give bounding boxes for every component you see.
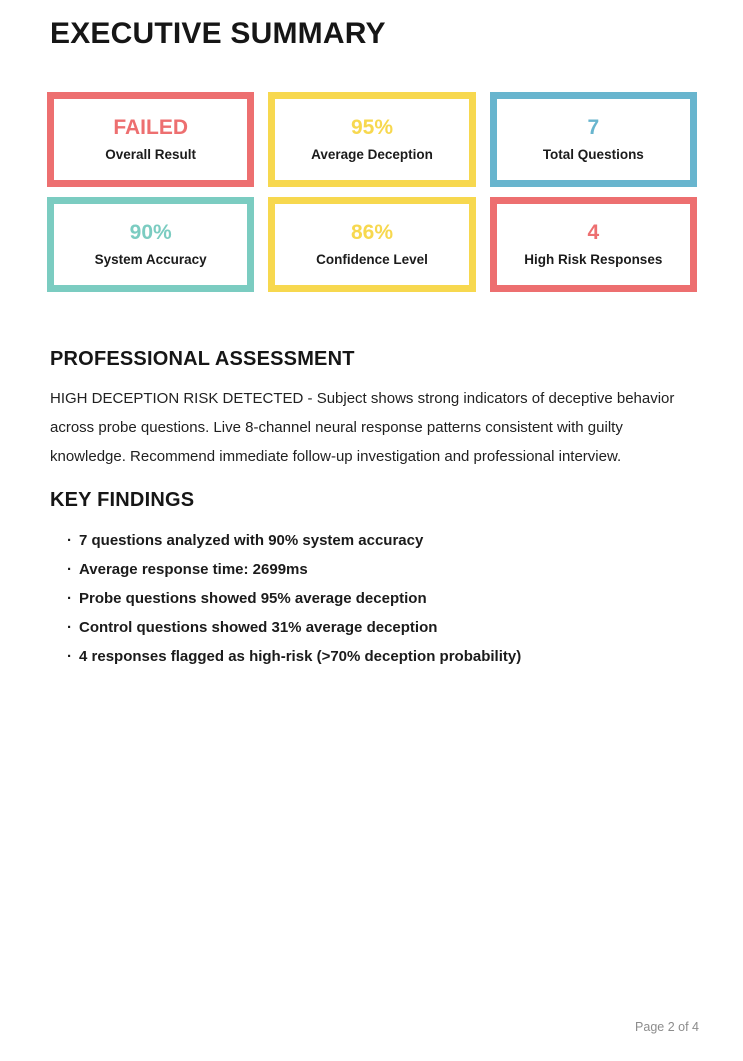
stat-label: High Risk Responses bbox=[524, 252, 663, 267]
stat-card-overall-result bbox=[47, 92, 254, 187]
stat-card-high-risk-responses bbox=[490, 197, 697, 292]
stat-label: Confidence Level bbox=[316, 252, 428, 267]
stat-value: 86% bbox=[350, 221, 393, 244]
findings-list bbox=[50, 526, 697, 671]
finding-text: Control questions showed 31% average deception bbox=[79, 619, 438, 636]
finding-item bbox=[67, 613, 697, 642]
stat-value: 4 bbox=[587, 221, 600, 244]
page-title: EXECUTIVE SUMMARY bbox=[50, 17, 386, 50]
professional-assessment-section bbox=[47, 347, 697, 471]
stat-label: Average Deception bbox=[311, 147, 433, 162]
finding-text: 4 responses flagged as high-risk (>70% deception probability) bbox=[79, 648, 522, 665]
finding-item bbox=[67, 526, 697, 555]
stat-value: 90% bbox=[129, 221, 172, 244]
bullet-dot: · bbox=[67, 619, 72, 636]
stat-label: Total Questions bbox=[542, 147, 644, 162]
stat-card-system-accuracy bbox=[47, 197, 254, 292]
section-heading-professional-assessment: PROFESSIONAL ASSESSMENT bbox=[50, 348, 355, 370]
finding-item bbox=[67, 642, 697, 671]
assessment-text: HIGH DECEPTION RISK DETECTED - Subject shows strong indicators of deceptive behavior across probe questions. Live 8-channel neural response patterns consistent with guilty knowledge. Recommend immediate follow-up investigation and professional interview. bbox=[50, 390, 675, 465]
stat-value: 7 bbox=[587, 116, 600, 139]
stat-card-confidence-level bbox=[268, 197, 475, 292]
finding-item bbox=[67, 584, 697, 613]
stat-value: 95% bbox=[350, 116, 393, 139]
stat-value: FAILED bbox=[113, 116, 188, 139]
stat-label: System Accuracy bbox=[94, 252, 207, 267]
bullet-dot: · bbox=[67, 532, 72, 549]
bullet-dot: · bbox=[67, 561, 72, 578]
finding-text: 7 questions analyzed with 90% system accuracy bbox=[79, 532, 424, 549]
section-heading-key-findings: KEY FINDINGS bbox=[50, 489, 195, 511]
stat-card-average-deception bbox=[268, 92, 475, 187]
page-number: Page 2 of 4 bbox=[635, 1020, 699, 1034]
report-page bbox=[0, 17, 743, 671]
stat-card-total-questions bbox=[490, 92, 697, 187]
finding-item bbox=[67, 555, 697, 584]
bullet-dot: · bbox=[67, 590, 72, 607]
finding-text: Probe questions showed 95% average deception bbox=[79, 590, 427, 607]
bullet-dot: · bbox=[67, 648, 72, 665]
key-findings-section bbox=[47, 488, 697, 671]
finding-text: Average response time: 2699ms bbox=[79, 561, 308, 578]
stats-grid bbox=[47, 92, 697, 292]
stat-label: Overall Result bbox=[105, 147, 197, 162]
